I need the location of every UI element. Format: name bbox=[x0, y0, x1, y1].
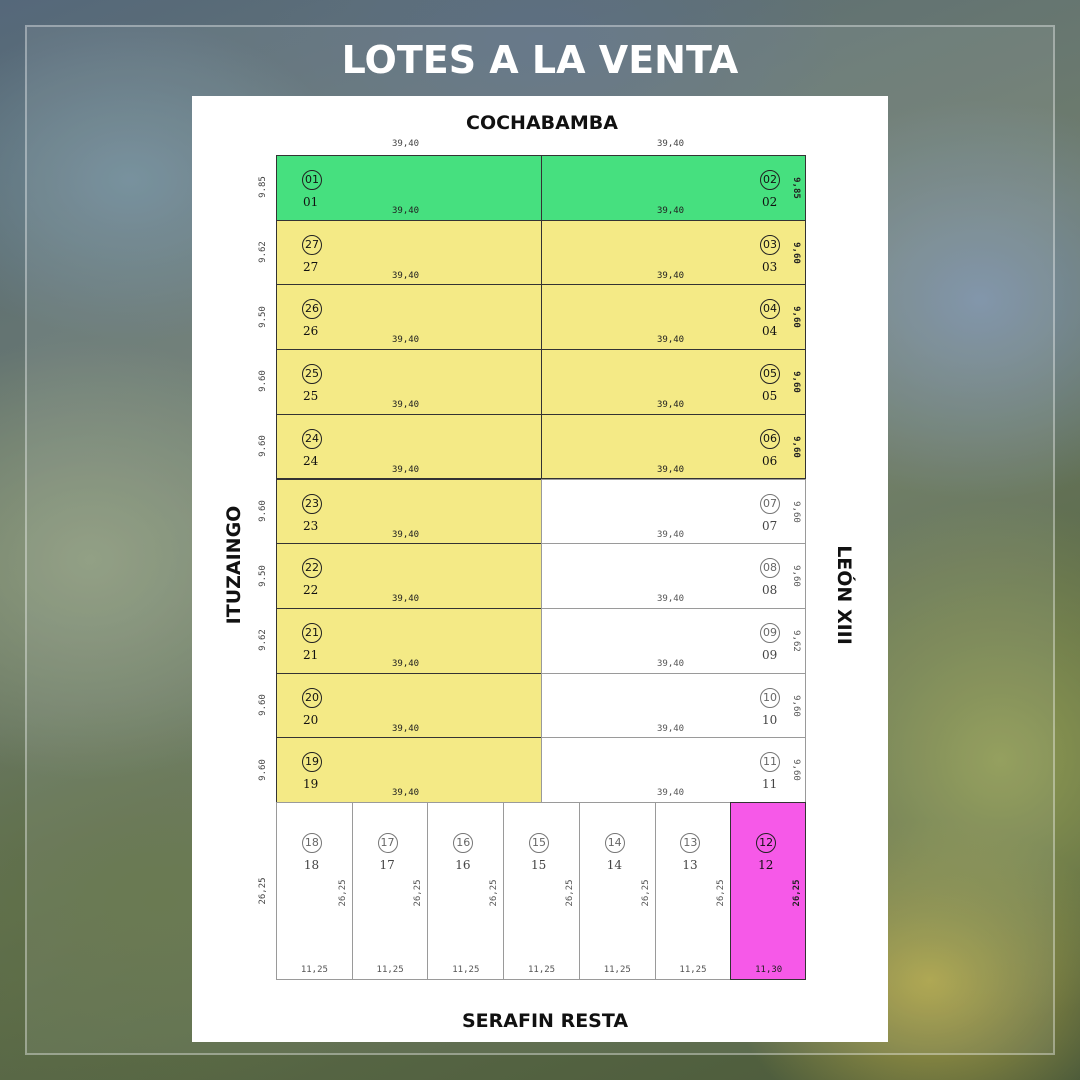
lot-22[interactable] bbox=[276, 543, 542, 609]
street-label-top: COCHABAMBA bbox=[466, 112, 618, 134]
lot-25[interactable] bbox=[276, 349, 542, 415]
lot-badge: 10 bbox=[760, 688, 780, 708]
lot-15[interactable] bbox=[503, 802, 580, 980]
lot-length: 39,40 bbox=[392, 464, 420, 475]
lot-length: 39,40 bbox=[657, 206, 685, 216]
lot-26[interactable] bbox=[276, 284, 542, 350]
lot-21[interactable] bbox=[276, 608, 542, 674]
lot-badge: 02 bbox=[760, 170, 780, 190]
lot-badge: 18 bbox=[302, 833, 322, 853]
lot-badge: 15 bbox=[529, 833, 549, 853]
lot-badge: 25 bbox=[302, 364, 322, 384]
left-side-dimension: 9.62 bbox=[258, 241, 268, 263]
lot-badge: 13 bbox=[680, 833, 700, 853]
lot-number: 06 bbox=[762, 453, 778, 468]
lot-23[interactable] bbox=[276, 479, 542, 545]
lot-24[interactable] bbox=[276, 414, 542, 480]
lot-07[interactable] bbox=[541, 479, 806, 545]
lot-number: 12 bbox=[758, 858, 774, 872]
lot-length: 39,40 bbox=[392, 335, 420, 346]
lot-side-dimension: 9,60 bbox=[791, 371, 801, 393]
lot-length: 39,40 bbox=[657, 464, 685, 475]
lot-badge: 14 bbox=[605, 833, 625, 853]
lot-number: 22 bbox=[303, 583, 319, 598]
lot-length: 39,40 bbox=[657, 270, 685, 281]
lot-08[interactable] bbox=[541, 543, 806, 609]
lot-badge: 26 bbox=[302, 299, 322, 319]
lot-width: 11,30 bbox=[755, 965, 783, 975]
lot-number: 16 bbox=[455, 858, 471, 872]
lot-number: 14 bbox=[606, 858, 622, 872]
lot-side-dimension: 9,60 bbox=[791, 565, 801, 588]
lot-side-dimension: 9,60 bbox=[791, 500, 801, 523]
lot-badge: 04 bbox=[760, 299, 780, 319]
lot-length: 39,40 bbox=[392, 658, 420, 669]
lot-04[interactable] bbox=[541, 284, 806, 350]
lot-width: 11,25 bbox=[603, 965, 631, 975]
lot-badge: 22 bbox=[302, 558, 322, 578]
lot-badge: 01 bbox=[302, 170, 322, 190]
lot-length: 39,40 bbox=[392, 723, 420, 734]
lot-badge: 08 bbox=[760, 558, 780, 578]
lot-17[interactable] bbox=[352, 802, 429, 980]
left-side-dimension: 9.85 bbox=[258, 176, 268, 199]
lot-number: 08 bbox=[762, 583, 778, 598]
left-side-dimension: 9.60 bbox=[258, 370, 268, 393]
lot-14[interactable] bbox=[579, 802, 656, 980]
lot-11[interactable] bbox=[541, 737, 806, 803]
lot-number: 15 bbox=[530, 858, 547, 872]
lot-number: 25 bbox=[303, 389, 319, 404]
lot-02[interactable] bbox=[541, 155, 806, 221]
lot-number: 05 bbox=[762, 389, 778, 404]
lot-number: 10 bbox=[762, 712, 778, 727]
lot-12[interactable] bbox=[730, 802, 806, 980]
left-side-dimension: 9.60 bbox=[258, 500, 268, 522]
lot-number: 20 bbox=[303, 712, 319, 727]
lot-depth: 26,25 bbox=[791, 879, 802, 907]
lot-27[interactable] bbox=[276, 220, 542, 286]
lot-number: 17 bbox=[379, 858, 395, 872]
page-title: LOTES A LA VENTA bbox=[341, 38, 739, 82]
lot-number: 09 bbox=[762, 647, 778, 662]
left-side-dimension: 9.50 bbox=[258, 305, 268, 328]
lot-length: 39,40 bbox=[657, 788, 685, 799]
left-side-dimension: 9.60 bbox=[258, 435, 268, 457]
lot-05[interactable] bbox=[541, 349, 806, 415]
lot-06[interactable] bbox=[541, 414, 806, 480]
lot-01[interactable] bbox=[276, 155, 542, 221]
lot-badge: 16 bbox=[453, 833, 473, 853]
lot-side-dimension: 9,60 bbox=[791, 435, 801, 458]
lot-badge: 20 bbox=[302, 688, 322, 708]
lot-side-dimension: 9,85 bbox=[791, 177, 801, 199]
lot-18[interactable] bbox=[276, 802, 353, 980]
street-label-right: LEÓN XIII bbox=[833, 545, 855, 645]
lot-length: 39,40 bbox=[657, 335, 685, 346]
top-dimension-left: 39,40 bbox=[392, 139, 420, 149]
lot-number: 26 bbox=[303, 324, 319, 339]
lot-length: 39,40 bbox=[392, 788, 420, 799]
lot-09[interactable] bbox=[541, 608, 806, 674]
lot-depth: 26,25 bbox=[716, 879, 727, 907]
lot-width: 11,25 bbox=[376, 965, 404, 975]
lot-number: 02 bbox=[762, 195, 778, 209]
lot-depth: 26,25 bbox=[413, 879, 424, 907]
lot-badge: 07 bbox=[760, 494, 780, 514]
lot-length: 39,40 bbox=[392, 529, 420, 540]
lot-20[interactable] bbox=[276, 673, 542, 739]
lot-length: 39,40 bbox=[392, 270, 420, 281]
lot-number: 21 bbox=[303, 647, 319, 662]
lot-number: 24 bbox=[303, 453, 319, 468]
lot-badge: 19 bbox=[302, 752, 322, 772]
lot-badge: 05 bbox=[760, 364, 780, 384]
lot-16[interactable] bbox=[427, 802, 504, 980]
street-label-left: ITUZAINGO bbox=[223, 505, 245, 625]
lot-length: 39,40 bbox=[392, 206, 420, 216]
lot-badge: 11 bbox=[760, 752, 780, 772]
lot-length: 39,40 bbox=[657, 723, 685, 734]
lot-13[interactable] bbox=[655, 802, 732, 980]
lot-badge: 27 bbox=[302, 235, 322, 255]
lot-badge: 06 bbox=[760, 429, 780, 449]
lot-19[interactable] bbox=[276, 737, 542, 803]
lot-depth: 26,25 bbox=[640, 879, 651, 907]
lot-badge: 12 bbox=[756, 833, 776, 853]
lot-badge: 23 bbox=[302, 494, 322, 514]
left-side-dimension: 9.50 bbox=[258, 564, 268, 587]
left-side-dimension: 9.62 bbox=[258, 629, 268, 652]
street-label-bottom: SERAFIN RESTA bbox=[462, 1010, 629, 1032]
lot-depth: 26,25 bbox=[564, 879, 575, 907]
lot-length: 39,40 bbox=[657, 658, 685, 669]
bottom-left-depth: 26,25 bbox=[258, 877, 268, 905]
lot-length: 39,40 bbox=[392, 594, 420, 605]
lot-03[interactable] bbox=[541, 220, 806, 286]
lot-length: 39,40 bbox=[657, 529, 685, 540]
lot-number: 04 bbox=[762, 324, 778, 339]
lot-number: 27 bbox=[303, 259, 319, 274]
lot-number: 03 bbox=[762, 259, 778, 274]
lot-number: 07 bbox=[762, 518, 778, 533]
lot-number: 11 bbox=[762, 777, 778, 792]
lot-side-dimension: 9,60 bbox=[791, 759, 801, 782]
lot-number: 23 bbox=[303, 518, 319, 533]
top-dimension-right: 39,40 bbox=[657, 139, 685, 149]
lot-width: 11,25 bbox=[452, 965, 480, 975]
lot-number: 13 bbox=[682, 858, 698, 872]
lot-length: 39,40 bbox=[657, 594, 685, 605]
lot-badge: 21 bbox=[302, 623, 322, 643]
lot-side-dimension: 9,60 bbox=[791, 241, 801, 264]
lot-10[interactable] bbox=[541, 673, 806, 739]
lot-side-dimension: 9,62 bbox=[791, 630, 801, 652]
lot-depth: 26,25 bbox=[489, 879, 500, 907]
lot-number: 01 bbox=[303, 195, 319, 209]
lot-width: 11,25 bbox=[527, 965, 556, 975]
lot-side-dimension: 9,60 bbox=[791, 694, 801, 717]
lot-width: 11,25 bbox=[679, 965, 707, 975]
lot-number: 19 bbox=[303, 777, 319, 792]
lot-side-dimension: 9,60 bbox=[791, 306, 801, 329]
lot-length: 39,40 bbox=[392, 400, 420, 411]
lot-badge: 09 bbox=[760, 623, 780, 643]
lot-length: 39,40 bbox=[657, 400, 685, 411]
lot-number: 18 bbox=[303, 858, 320, 872]
left-side-dimension: 9.60 bbox=[258, 758, 268, 781]
lot-badge: 17 bbox=[378, 833, 398, 853]
lot-width: 11,25 bbox=[300, 965, 328, 975]
left-side-dimension: 9.60 bbox=[258, 694, 268, 716]
lot-depth: 26,25 bbox=[337, 879, 348, 907]
lot-badge: 03 bbox=[760, 235, 780, 255]
lot-badge: 24 bbox=[302, 429, 322, 449]
